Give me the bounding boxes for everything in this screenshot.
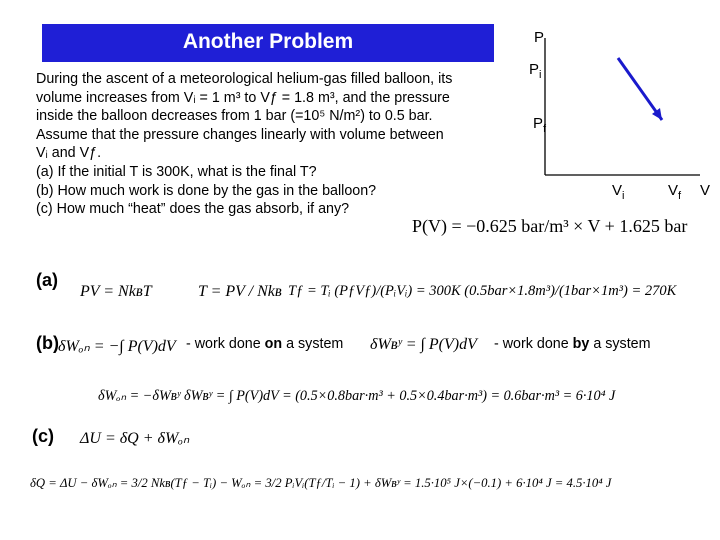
- problem-statement: [36, 70, 506, 219]
- slide-title: Another Problem: [182, 30, 354, 53]
- v-axis-label: V: [700, 182, 711, 199]
- part-b-label: (b): [36, 333, 59, 353]
- p-axis-label: P: [534, 29, 545, 46]
- problem-line: Assume that the pressure changes linearly with volume between: [36, 126, 444, 143]
- first-law-equation: ΔU = δQ + δWₒₙ: [80, 430, 190, 447]
- work-by-equation: δWʙʸ = ∫ P(V)dV: [370, 336, 477, 353]
- work-by-note: - work done by a system: [494, 336, 651, 352]
- question-b: (b) How much work is done by the gas in the balloon?: [36, 182, 377, 199]
- pf-label: $P_f$: [533, 115, 547, 135]
- work-on-note: - work done on a system: [186, 336, 344, 352]
- pi-label: $P_i$: [529, 61, 542, 81]
- problem-line: inside the balloon decreases from 1 bar (=10⁵ N/m²) to 0.5 bar.: [36, 108, 433, 125]
- ideal-gas-law: PV = NkʙT: [80, 283, 152, 300]
- problem-line: Vᵢ and Vƒ.: [36, 145, 102, 162]
- part-a-label: (a): [36, 270, 58, 290]
- heat-absorbed-equation: δQ = ΔU − δWₒₙ = 3/2 Nkʙ(Tƒ − Tᵢ) − Wₒₙ = 3/2 PᵢVᵢ(Tƒ/Tᵢ − 1) + δWʙʸ = 1.5·10⁵ J×(−0.1) + 6·10⁴ J = 4.5·10⁴ J: [30, 476, 612, 490]
- question-a: (a) If the initial T is 300K, what is the final T?: [36, 163, 317, 180]
- vi-label: $V_i$: [612, 182, 625, 202]
- pv-equation: P(V) = −0.625 bar/m³ × V + 1.625 bar: [412, 216, 688, 236]
- part-c-label: (c): [32, 426, 54, 446]
- work-integral-evaluation: δWₒₙ = −δWʙʸ δWʙʸ = ∫ P(V)dV = (0.5×0.8bar·m³ + 0.5×0.4bar·m³) = 0.6bar·m³ = 6·10⁴ J: [98, 388, 616, 404]
- problem-line: During the ascent of a meteorological helium-gas filled balloon, its: [36, 71, 453, 87]
- question-c: (c) How much “heat” does the gas absorb, if any?: [36, 201, 350, 218]
- pv-line: [618, 58, 662, 120]
- work-on-equation: δWₒₙ = −∫ P(V)dV: [58, 338, 176, 355]
- problem-line: volume increases from Vᵢ = 1 m³ to Vƒ = 1.8 m³, and the pressure: [36, 89, 450, 106]
- pv-diagram: [500, 20, 720, 210]
- vf-label: $V_f$: [668, 182, 682, 202]
- final-temperature-equation: Tƒ = Tᵢ (PƒVƒ)/(PᵢVᵢ) = 300K (0.5bar×1.8m³)/(1bar×1m³) = 270K: [288, 283, 677, 299]
- temperature-formula: T = PV / Nkʙ: [198, 283, 282, 300]
